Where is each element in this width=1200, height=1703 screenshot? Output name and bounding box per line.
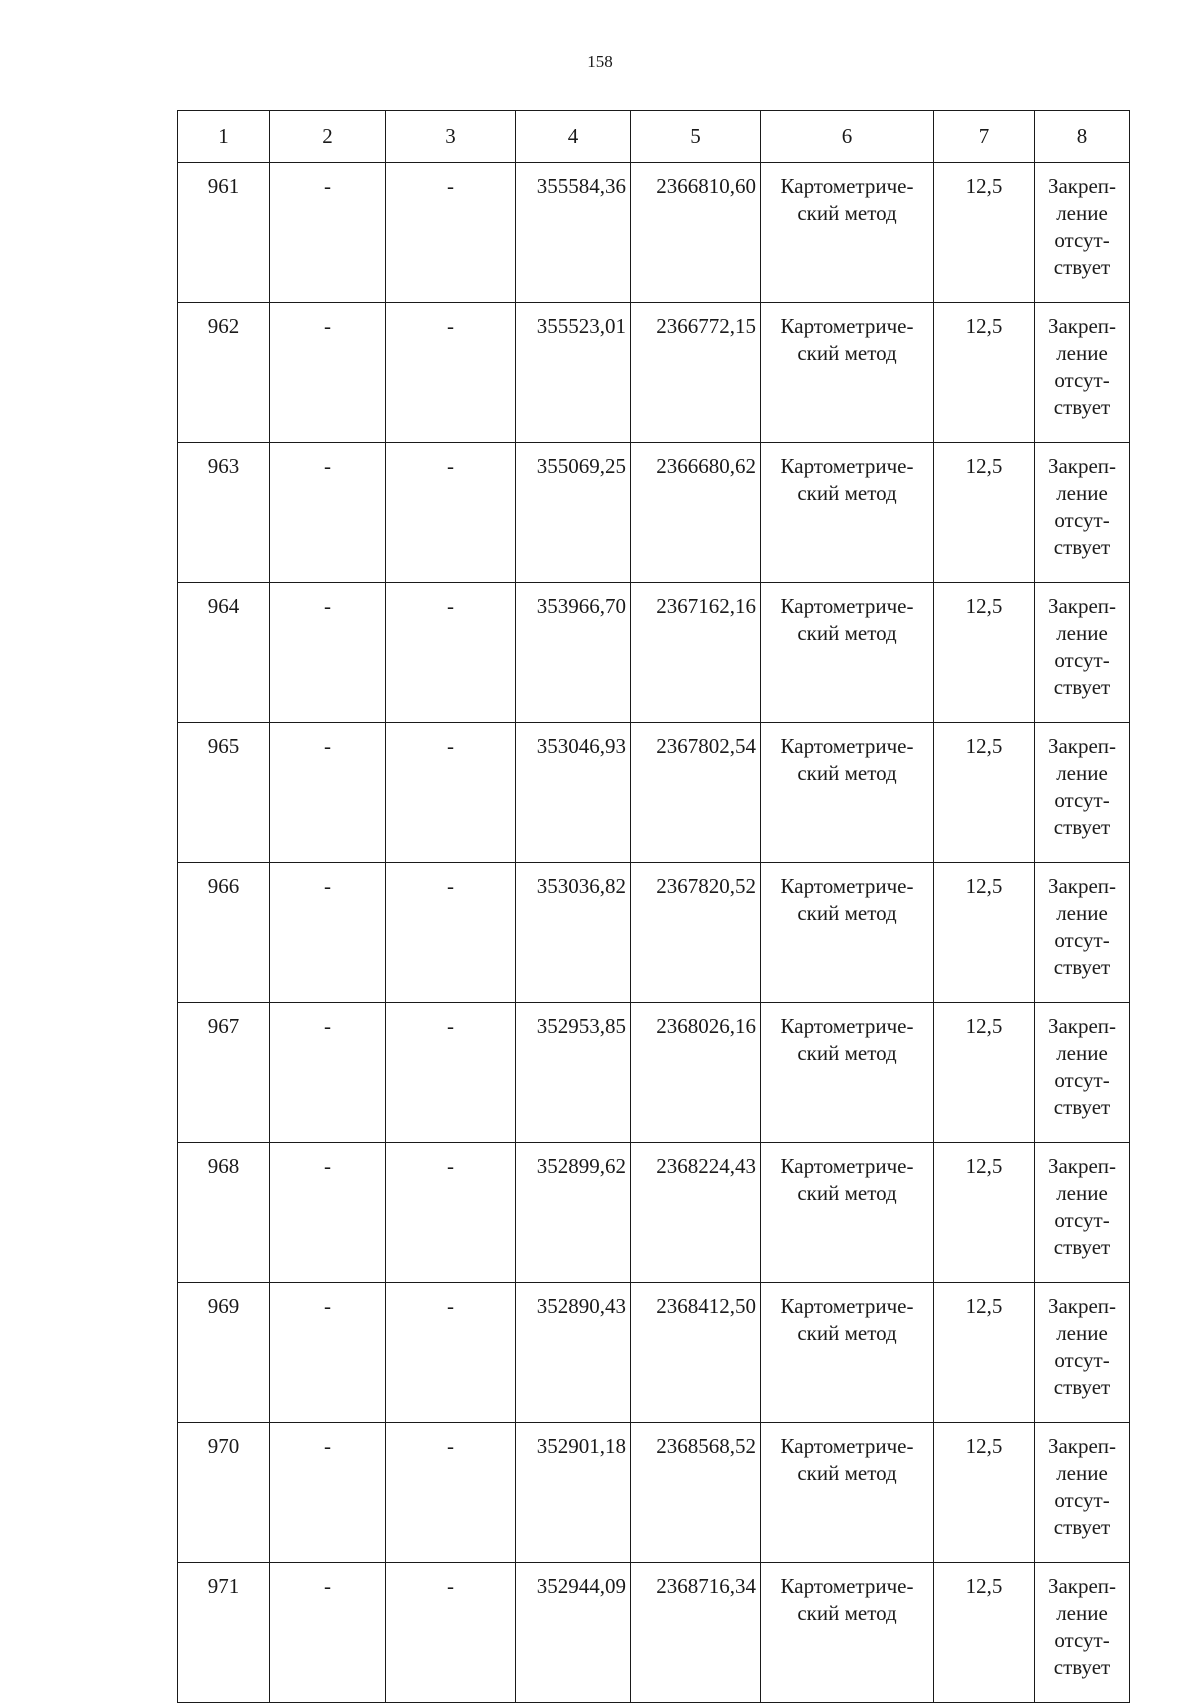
fixation-cell — [1035, 163, 1130, 303]
column-2-cell: - — [270, 723, 386, 863]
fixation-line: отсут- — [1054, 648, 1110, 672]
x-coordinate-cell: 355069,25 — [516, 443, 631, 583]
method-cell — [761, 723, 934, 863]
table-row — [178, 1283, 1130, 1423]
fixation-line: отсут- — [1054, 928, 1110, 952]
x-coordinate-cell: 353046,93 — [516, 723, 631, 863]
method-line: Картометриче- — [780, 734, 914, 758]
fixation-line: отсут- — [1054, 1068, 1110, 1092]
method-line: Картометриче- — [780, 1294, 914, 1318]
table-row — [178, 1143, 1130, 1283]
x-coordinate-cell: 355523,01 — [516, 303, 631, 443]
accuracy-cell: 12,5 — [934, 1143, 1035, 1283]
y-coordinate-cell: 2367162,16 — [631, 583, 761, 723]
fixation-line: Закреп- — [1047, 734, 1117, 758]
method-cell — [761, 443, 934, 583]
accuracy-cell: 12,5 — [934, 443, 1035, 583]
fixation-line: ление — [1056, 341, 1108, 365]
method-line: Картометриче- — [780, 314, 914, 338]
fixation-line: Закреп- — [1047, 1434, 1117, 1458]
fixation-line: Закреп- — [1047, 314, 1117, 338]
fixation-line: ление — [1056, 621, 1108, 645]
fixation-line: отсут- — [1054, 788, 1110, 812]
point-number-cell: 967 — [178, 1003, 270, 1143]
accuracy-cell: 12,5 — [934, 1423, 1035, 1563]
fixation-line: отсут- — [1054, 1488, 1110, 1512]
accuracy-cell: 12,5 — [934, 723, 1035, 863]
fixation-line: ление — [1056, 1321, 1108, 1345]
fixation-line: Закреп- — [1047, 1014, 1117, 1038]
method-line: Картометриче- — [780, 1154, 914, 1178]
method-cell — [761, 1563, 934, 1703]
fixation-line: Закреп- — [1047, 454, 1117, 478]
fixation-line: ствует — [1053, 1235, 1111, 1259]
fixation-line: ствует — [1053, 1655, 1111, 1679]
accuracy-cell: 12,5 — [934, 163, 1035, 303]
column-3-cell: - — [386, 1423, 516, 1563]
fixation-line: ствует — [1053, 255, 1111, 279]
fixation-line: ление — [1056, 901, 1108, 925]
table-row — [178, 1003, 1130, 1143]
coordinates-table — [177, 110, 1130, 1703]
point-number-cell: 966 — [178, 863, 270, 1003]
method-line: ский метод — [797, 761, 897, 785]
header-cell: 5 — [631, 111, 761, 163]
method-cell — [761, 1423, 934, 1563]
fixation-line: отсут- — [1054, 1348, 1110, 1372]
y-coordinate-cell: 2368224,43 — [631, 1143, 761, 1283]
table-row — [178, 303, 1130, 443]
accuracy-cell: 12,5 — [934, 1563, 1035, 1703]
fixation-cell — [1035, 1283, 1130, 1423]
header-cell: 6 — [761, 111, 934, 163]
fixation-cell — [1035, 303, 1130, 443]
fixation-line: Закреп- — [1047, 874, 1117, 898]
point-number-cell: 965 — [178, 723, 270, 863]
fixation-cell — [1035, 723, 1130, 863]
method-line: Картометриче- — [780, 1014, 914, 1038]
method-cell — [761, 863, 934, 1003]
header-cell: 7 — [934, 111, 1035, 163]
method-line: ский метод — [797, 1041, 897, 1065]
page-number: 158 — [587, 52, 613, 71]
x-coordinate-cell: 353036,82 — [516, 863, 631, 1003]
fixation-line: ствует — [1053, 535, 1111, 559]
table-row — [178, 1563, 1130, 1703]
method-line: Картометриче- — [780, 1574, 914, 1598]
y-coordinate-cell: 2366810,60 — [631, 163, 761, 303]
fixation-line: ление — [1056, 481, 1108, 505]
point-number-cell: 964 — [178, 583, 270, 723]
method-line: ский метод — [797, 621, 897, 645]
table-row — [178, 583, 1130, 723]
x-coordinate-cell: 352953,85 — [516, 1003, 631, 1143]
column-2-cell: - — [270, 583, 386, 723]
method-line: Картометриче- — [780, 174, 914, 198]
fixation-line: ление — [1056, 761, 1108, 785]
y-coordinate-cell: 2368026,16 — [631, 1003, 761, 1143]
fixation-line: Закреп- — [1047, 1294, 1117, 1318]
fixation-line: ление — [1056, 1181, 1108, 1205]
column-2-cell: - — [270, 443, 386, 583]
accuracy-cell: 12,5 — [934, 863, 1035, 1003]
accuracy-cell: 12,5 — [934, 1283, 1035, 1423]
x-coordinate-cell: 352890,43 — [516, 1283, 631, 1423]
method-line: ский метод — [797, 1181, 897, 1205]
fixation-line: отсут- — [1054, 1628, 1110, 1652]
fixation-line: Закреп- — [1047, 1154, 1117, 1178]
fixation-cell — [1035, 583, 1130, 723]
accuracy-cell: 12,5 — [934, 1003, 1035, 1143]
method-line: ский метод — [797, 1321, 897, 1345]
x-coordinate-cell: 352901,18 — [516, 1423, 631, 1563]
fixation-line: отсут- — [1054, 508, 1110, 532]
x-coordinate-cell: 355584,36 — [516, 163, 631, 303]
column-2-cell: - — [270, 1143, 386, 1283]
fixation-cell — [1035, 863, 1130, 1003]
method-line: Картометриче- — [780, 454, 914, 478]
column-2-cell: - — [270, 1283, 386, 1423]
point-number-cell: 969 — [178, 1283, 270, 1423]
header-cell: 8 — [1035, 111, 1130, 163]
fixation-line: ствует — [1053, 1375, 1111, 1399]
fixation-line: ствует — [1053, 815, 1111, 839]
fixation-line: ствует — [1053, 955, 1111, 979]
column-2-cell: - — [270, 163, 386, 303]
table-row — [178, 1423, 1130, 1563]
point-number-cell: 963 — [178, 443, 270, 583]
method-line: ский метод — [797, 341, 897, 365]
column-2-cell: - — [270, 1423, 386, 1563]
y-coordinate-cell: 2368568,52 — [631, 1423, 761, 1563]
column-3-cell: - — [386, 1143, 516, 1283]
point-number-cell: 971 — [178, 1563, 270, 1703]
fixation-line: ление — [1056, 1461, 1108, 1485]
method-line: ский метод — [797, 1461, 897, 1485]
fixation-line: ствует — [1053, 1095, 1111, 1119]
accuracy-cell: 12,5 — [934, 583, 1035, 723]
y-coordinate-cell: 2368716,34 — [631, 1563, 761, 1703]
point-number-cell: 970 — [178, 1423, 270, 1563]
column-2-cell: - — [270, 1563, 386, 1703]
fixation-line: ствует — [1053, 395, 1111, 419]
method-line: ский метод — [797, 481, 897, 505]
fixation-line: Закреп- — [1047, 594, 1117, 618]
fixation-line: отсут- — [1054, 1208, 1110, 1232]
column-3-cell: - — [386, 723, 516, 863]
fixation-line: Закреп- — [1047, 1574, 1117, 1598]
y-coordinate-cell: 2367820,52 — [631, 863, 761, 1003]
column-3-cell: - — [386, 863, 516, 1003]
fixation-line: ствует — [1053, 675, 1111, 699]
fixation-line: отсут- — [1054, 368, 1110, 392]
column-3-cell: - — [386, 163, 516, 303]
method-cell — [761, 163, 934, 303]
method-cell — [761, 583, 934, 723]
x-coordinate-cell: 352899,62 — [516, 1143, 631, 1283]
column-3-cell: - — [386, 1003, 516, 1143]
method-cell — [761, 1003, 934, 1143]
fixation-line: ствует — [1053, 1515, 1111, 1539]
fixation-line: ление — [1056, 201, 1108, 225]
point-number-cell: 961 — [178, 163, 270, 303]
column-3-cell: - — [386, 443, 516, 583]
accuracy-cell: 12,5 — [934, 303, 1035, 443]
table-header-row — [178, 111, 1130, 163]
column-2-cell: - — [270, 1003, 386, 1143]
y-coordinate-cell: 2368412,50 — [631, 1283, 761, 1423]
method-line: Картометриче- — [780, 1434, 914, 1458]
table-row — [178, 723, 1130, 863]
header-cell: 1 — [178, 111, 270, 163]
column-3-cell: - — [386, 303, 516, 443]
fixation-line: ление — [1056, 1041, 1108, 1065]
fixation-cell — [1035, 1563, 1130, 1703]
method-line: ский метод — [797, 1601, 897, 1625]
table-row — [178, 863, 1130, 1003]
point-number-cell: 962 — [178, 303, 270, 443]
x-coordinate-cell: 352944,09 — [516, 1563, 631, 1703]
header-cell: 3 — [386, 111, 516, 163]
point-number-cell: 968 — [178, 1143, 270, 1283]
column-3-cell: - — [386, 1283, 516, 1423]
fixation-line: Закреп- — [1047, 174, 1117, 198]
fixation-line: отсут- — [1054, 228, 1110, 252]
table-body — [178, 163, 1130, 1703]
fixation-cell — [1035, 443, 1130, 583]
method-line: ский метод — [797, 201, 897, 225]
method-cell — [761, 1143, 934, 1283]
fixation-cell — [1035, 1143, 1130, 1283]
method-line: ский метод — [797, 901, 897, 925]
y-coordinate-cell: 2366772,15 — [631, 303, 761, 443]
y-coordinate-cell: 2366680,62 — [631, 443, 761, 583]
y-coordinate-cell: 2367802,54 — [631, 723, 761, 863]
x-coordinate-cell: 353966,70 — [516, 583, 631, 723]
method-line: Картометриче- — [780, 874, 914, 898]
column-2-cell: - — [270, 863, 386, 1003]
table-row — [178, 443, 1130, 583]
column-2-cell: - — [270, 303, 386, 443]
fixation-cell — [1035, 1423, 1130, 1563]
method-line: Картометриче- — [780, 594, 914, 618]
method-cell — [761, 303, 934, 443]
header-cell: 2 — [270, 111, 386, 163]
fixation-line: ление — [1056, 1601, 1108, 1625]
column-3-cell: - — [386, 1563, 516, 1703]
method-cell — [761, 1283, 934, 1423]
fixation-cell — [1035, 1003, 1130, 1143]
header-cell: 4 — [516, 111, 631, 163]
table-row — [178, 163, 1130, 303]
column-3-cell: - — [386, 583, 516, 723]
